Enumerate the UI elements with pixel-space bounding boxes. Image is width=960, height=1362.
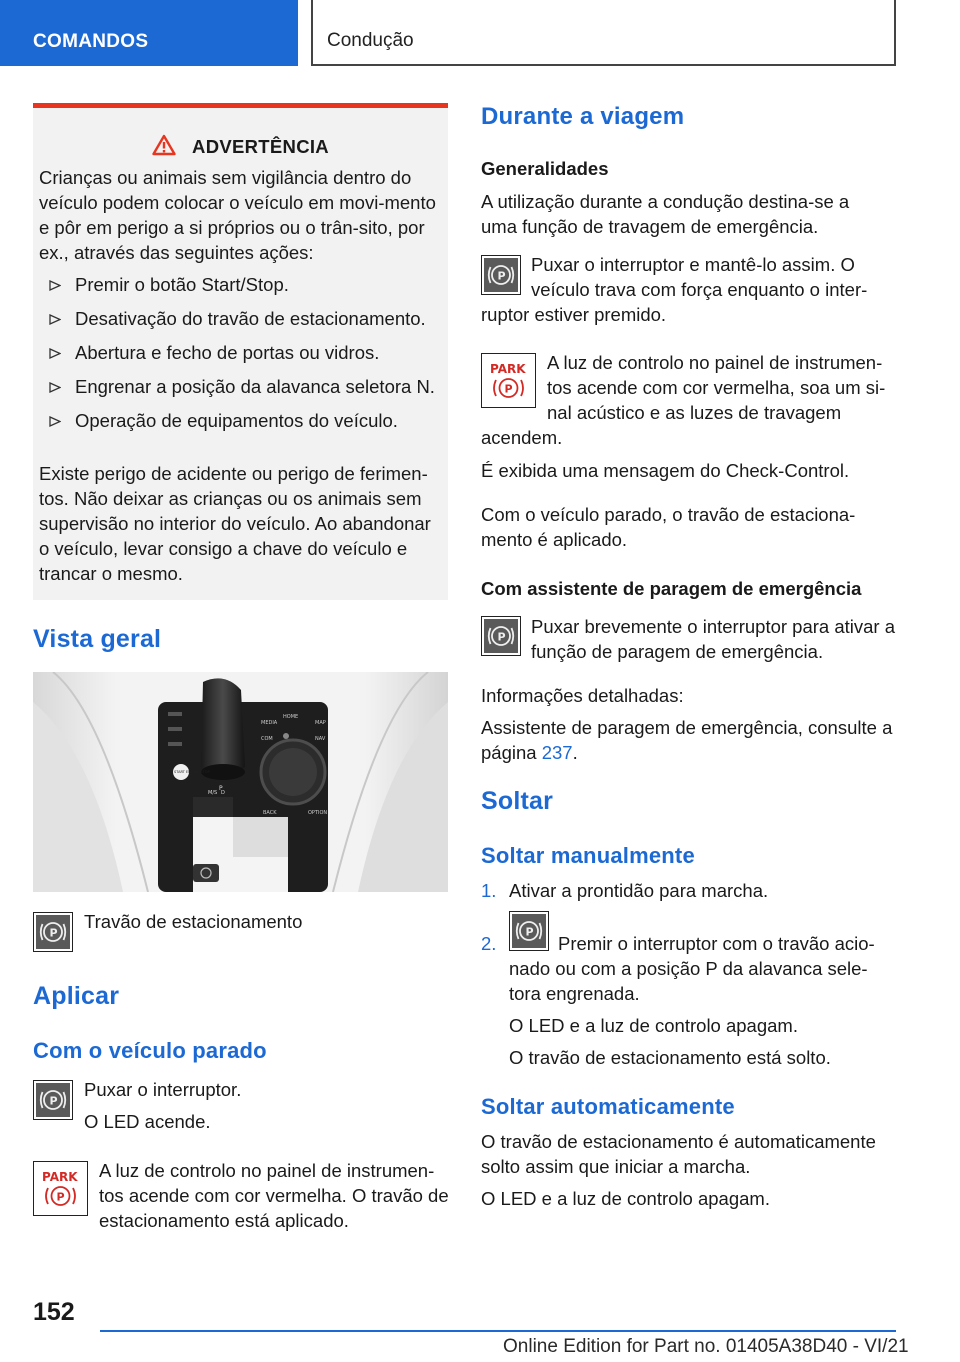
manual-release-heading: Soltar manualmente	[481, 843, 695, 868]
parking-brake-switch-icon	[481, 255, 521, 295]
release-step-2: Premir o interruptor com o travão acio-nado ou com a posição P da alavanca sele-tora engrenada.	[509, 933, 875, 1004]
list-item-text: Abertura e fecho de portas ou vidros.	[75, 342, 380, 363]
list-item-text: Operação de equipamentos do veículo.	[75, 410, 398, 431]
park-warning-light-icon	[481, 353, 536, 408]
console-label: MAP	[315, 720, 326, 726]
details-text	[481, 715, 901, 765]
during-park-text: A luz de controlo no painel de instrumen-tos acende com cor vermelha, soa um si-nal acústico e as luzes de travagem	[547, 352, 886, 423]
console-label: D	[221, 790, 225, 796]
edition-text: Online Edition for Part no. 01405A38D40 - VI/21	[503, 1336, 909, 1357]
svg-text:P: P	[49, 1094, 58, 1108]
warning-title-text: ADVERTÊNCIA	[192, 136, 329, 157]
checkcontrol-text: É exibida uma mensagem do Check-Control.	[481, 460, 850, 481]
center-console-illustration	[33, 672, 448, 892]
bullet-triangle-icon	[49, 280, 61, 291]
details-text-end: .	[572, 742, 578, 763]
general-text: A utilização durante a condução destina-se a uma função de travagem de emergência.	[481, 191, 850, 237]
details-text-body: Assistente de paragem de emergência, consulte a página	[481, 717, 893, 763]
list-item	[49, 272, 444, 297]
svg-text:PARK: PARK	[490, 362, 526, 376]
assist-title: Com assistente de paragem de emergência	[481, 578, 862, 599]
svg-text:P: P	[525, 925, 534, 939]
bullet-triangle-icon	[49, 314, 61, 325]
auto-release-led: O LED e a luz de controlo apagam.	[481, 1188, 770, 1209]
step-number: 1.	[481, 880, 497, 901]
svg-text:P: P	[497, 630, 506, 644]
stationary-text: Com o veículo parado, o travão de estaciona-mento é aplicado.	[481, 504, 856, 550]
during-park-text-continued: acendem.	[481, 427, 563, 448]
details-label: Informações detalhadas:	[481, 685, 684, 706]
step-number: 2.	[481, 933, 497, 954]
release-heading: Soltar	[481, 787, 554, 815]
bullet-triangle-icon	[49, 382, 61, 393]
list-item-text: Desativação do travão de estacionamento.	[75, 308, 426, 329]
console-label: START ENGINE STOP	[174, 770, 210, 774]
release-step-1: Ativar a prontidão para marcha.	[509, 880, 769, 901]
park-warning-light-icon	[33, 1161, 88, 1216]
chapter-title: Condução	[311, 0, 896, 66]
warning-intro: Crianças ou animais sem vigilância dentro do veículo podem colocar o veículo em movi-mento e pôr em perigo a si próprios ou o trân-sito, por ex., através das seguintes ações:	[39, 167, 436, 263]
parking-brake-switch-icon	[33, 1080, 73, 1120]
apply-step-2: O LED acende.	[84, 1111, 211, 1132]
list-item	[49, 306, 444, 331]
svg-text:P: P	[49, 926, 58, 940]
console-label: M/S	[208, 790, 218, 796]
parking-brake-switch-icon	[481, 616, 521, 656]
console-label: OPTION	[308, 810, 328, 816]
list-item-text: Engrenar a posição da alavanca seletora N.	[75, 376, 435, 397]
general-title: Generalidades	[481, 158, 609, 179]
footer-divider	[100, 1330, 896, 1332]
apply-park-text: A luz de controlo no painel de instrumen-tos acende com cor vermelha. O travão de estacionamento está aplicado.	[99, 1160, 449, 1231]
parking-brake-switch-icon	[33, 912, 73, 952]
svg-text:P: P	[56, 1190, 65, 1204]
console-label: NAV	[315, 736, 326, 742]
apply-step-1: Puxar o interruptor.	[84, 1079, 242, 1100]
pull-text-continued: ruptor estiver premido.	[481, 304, 667, 325]
svg-text:P: P	[497, 269, 506, 283]
apply-heading: Aplicar	[33, 982, 120, 1010]
warning-outro: Existe perigo de acidente ou perigo de ferimen-tos. Não deixar as crianças ou os animais sem supervisão no interior do veículo. Ao abandonar o veículo, levar consigo a chave do veículo e trancar o mesmo.	[39, 463, 431, 584]
pull-text: Puxar o interruptor e mantê-lo assim. O veículo trava com força enquanto o inter-	[531, 254, 868, 300]
release-released: O travão de estacionamento está solto.	[509, 1047, 831, 1068]
bullet-triangle-icon	[49, 348, 61, 359]
overview-caption: Travão de estacionamento	[84, 911, 303, 932]
apply-subheading: Com o veículo parado	[33, 1038, 267, 1063]
warning-box	[33, 103, 448, 600]
during-heading: Durante a viagem	[481, 103, 685, 130]
console-label: MEDIA	[261, 720, 278, 726]
auto-release-heading: Soltar automaticamente	[481, 1094, 735, 1119]
assist-text: Puxar brevemente o interruptor para ativar a função de paragem de emergência.	[531, 616, 896, 662]
page-reference-link[interactable]: 237	[541, 742, 573, 763]
bullet-triangle-icon	[49, 416, 61, 427]
overview-heading: Vista geral	[33, 625, 162, 653]
list-item	[49, 408, 444, 433]
console-label: BACK	[263, 810, 277, 816]
center-console-photo	[33, 672, 448, 892]
console-label: HOME	[283, 714, 299, 720]
svg-text:P: P	[504, 382, 513, 396]
console-label: P	[219, 785, 223, 792]
auto-release-text: O travão de estacionamento é automaticamente solto assim que iniciar a marcha.	[481, 1131, 876, 1177]
list-item-text: Premir o botão Start/Stop.	[75, 274, 289, 295]
page-number: 152	[33, 1298, 75, 1326]
console-label: COM	[261, 736, 273, 742]
section-tab: COMANDOS	[0, 0, 298, 66]
warning-triangle-icon	[152, 134, 176, 156]
warning-list	[49, 272, 444, 442]
svg-text:PARK: PARK	[42, 1170, 78, 1184]
list-item	[49, 340, 444, 365]
list-item	[49, 374, 444, 399]
warning-title	[33, 134, 448, 159]
release-led-off: O LED e a luz de controlo apagam.	[509, 1015, 798, 1036]
